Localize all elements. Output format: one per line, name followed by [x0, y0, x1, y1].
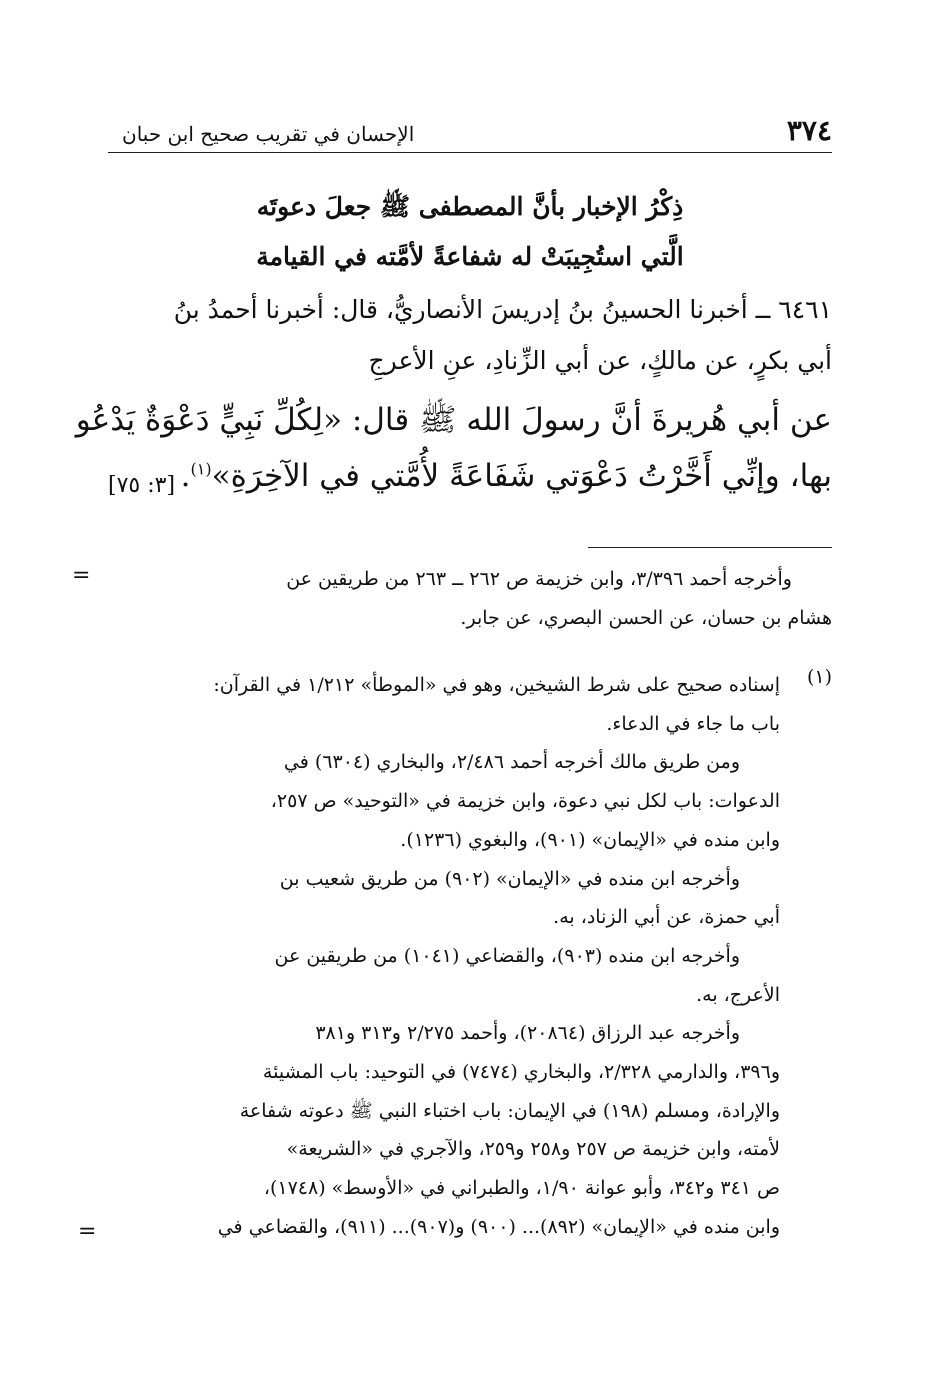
footnote-line: وابن منده في «الإيمان» (٨٩٢)... (٩٠٠) و(٩٠٧)... (٩١١)، والقضاعي في — [217, 1215, 780, 1238]
footnote-1 — [108, 666, 780, 1247]
footnote-continued-line: هشام بن حسان، عن الحسن البصري، عن جابر. — [460, 606, 832, 629]
footnote-line: الدعوات: باب لكل نبي دعوة، وابن خزيمة في «التوحيد» ص ٢٥٧، — [270, 790, 780, 813]
footnote-continued — [108, 560, 832, 637]
continued-from-previous-mark: = — [72, 563, 91, 588]
isnad-line-2: أبي بكرٍ، عن مالكٍ، عن أبي الزِّنادِ، عنِ الأعرجِ — [368, 346, 832, 375]
footnote-line: أبي حمزة، عن أبي الزناد، به. — [553, 906, 780, 929]
isnad-line-1: ٦٤٦١ ــ أخبرنا الحسينُ بنُ إدريسَ الأنصاريُّ، قال: أخبرنا أحمدُ بنُ — [173, 295, 832, 324]
footnote-line: باب ما جاء في الدعاء. — [606, 712, 780, 735]
footnote-separator — [588, 547, 832, 548]
page-number: ٣٧٤ — [786, 114, 832, 147]
chapter-heading-line-2: الَّتي استُجِيبَتْ له شفاعةً لأمَّته في القيامة — [256, 242, 684, 271]
matn-end-mark: . — [180, 458, 191, 494]
footnote-line: و٣٩٦، والدارمي ٢/٣٢٨، والبخاري (٧٤٧٤) في التوحيد: باب المشيئة — [262, 1061, 780, 1084]
footnote-line: ص ٣٤١ و٣٤٢، وأبو عوانة ١/٩٠، والطبراني في «الأوسط» (١٧٤٨)، — [263, 1177, 780, 1200]
matn-line-1: عن أبي هُريرةَ أنَّ رسولَ الله ﷺ قال: «لِكُلِّ نَبِيٍّ دَعْوَةٌ يَدْعُو — [75, 402, 832, 438]
source-reference-tag: [٣: ٧٥] — [108, 473, 176, 498]
footnote-line: ومن طريق مالك أخرجه أحمد ٢/٤٨٦، والبخاري (٦٣٠٤) في — [283, 751, 740, 774]
hadith-isnad — [108, 284, 832, 386]
continues-next-page-mark: = — [78, 1219, 97, 1244]
footnote-line: وأخرجه ابن منده في «الإيمان» (٩٠٢) من طريق شعيب بن — [279, 867, 740, 890]
hadith-matn — [75, 392, 832, 504]
footnote-line: وأخرجه ابن منده (٩٠٣)، والقضاعي (١٠٤١) من طريقين عن — [274, 944, 740, 967]
footnote-line: وابن منده في «الإيمان» (٩٠١)، والبغوي (١٢٣٦). — [400, 828, 780, 851]
matn-line-2-text: بها، وإنِّي أَخَّرْتُ دَعْوَتي شَفَاعَةً لأُمَّتي في الآخِرَةِ» — [211, 458, 832, 494]
running-title: الإحسان في تقريب صحيح ابن حبان — [122, 122, 415, 146]
footnote-line: لأمته، وابن خزيمة ص ٢٥٧ و٢٥٨ و٢٥٩، والآجري في «الشريعة» — [286, 1138, 780, 1161]
chapter-heading — [110, 182, 830, 282]
footnote-line: الأعرج، به. — [696, 983, 780, 1006]
footnote-line: وأخرجه عبد الرزاق (٢٠٨٦٤)، وأحمد ٢/٢٧٥ و٣١٣ و٣٨١ — [315, 1022, 740, 1045]
footnote-line: والإرادة، ومسلم (١٩٨) في الإيمان: باب اختباء النبي ﷺ دعوته شفاعة — [239, 1099, 780, 1122]
footnote-continued-line: وأخرجه أحمد ٣/٣٩٦، وابن خزيمة ص ٢٦٢ ــ ٢٦٣ من طريقين عن — [286, 568, 792, 590]
footnote-reference: (١) — [190, 459, 212, 479]
footnote-line: إسناده صحيح على شرط الشيخين، وهو في «الموطأ» ١/٢١٢ في القرآن: — [213, 674, 780, 696]
footnote-number: (١) — [806, 666, 832, 688]
matn-line-2 — [108, 448, 832, 504]
chapter-heading-line-1: ذِكْرُ الإخبار بأنَّ المصطفى ﷺ جعلَ دعوتَه — [256, 192, 684, 221]
page-header — [108, 112, 832, 153]
